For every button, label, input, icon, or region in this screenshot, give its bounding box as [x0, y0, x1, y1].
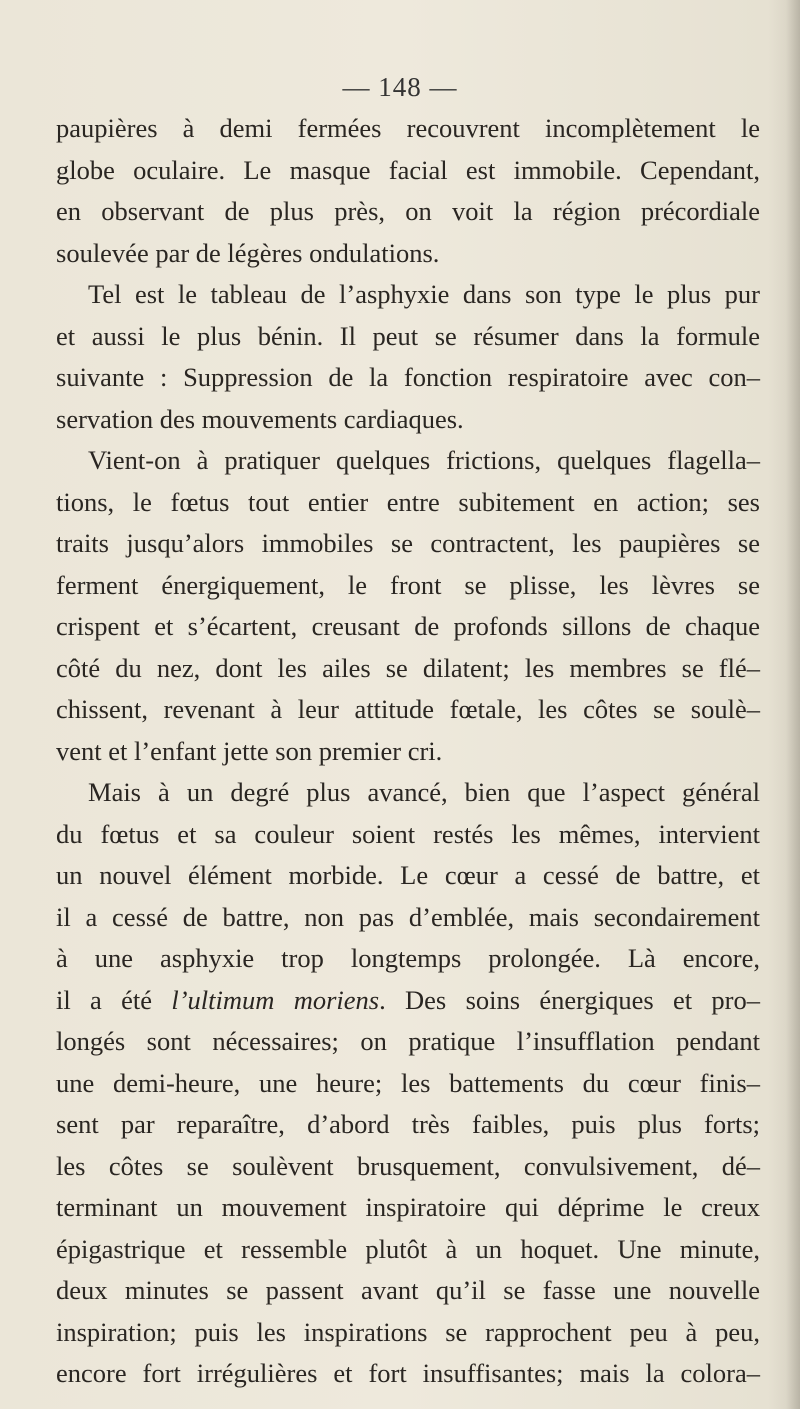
text-line: un nouvel élément morbide. Le cœur a cessé de battre, et: [56, 860, 760, 890]
text-line: soulevée par de légères ondulations.: [56, 237, 440, 268]
text-line: inspiration; puis les inspirations se rapprochent peu à peu,: [56, 1316, 760, 1347]
text-line: servation des mouvements cardiaques.: [56, 403, 464, 434]
paragraph-start-line: Mais à un degré plus avancé, bien que l’aspect général: [88, 777, 760, 807]
text-line: il a cessé de battre, non pas d’emblée, mais secondairement: [56, 901, 760, 932]
text-line: il a été l’ultimum moriens. Des soins énergiques et pro–: [56, 984, 761, 1015]
text-line: traits jusqu’alors immobiles se contractent, les paupières se: [56, 528, 760, 558]
text-line: épigastrique et ressemble plutôt à un hoquet. Une minute,: [56, 1233, 760, 1264]
text-line: en observant de plus près, on voit la région précordiale: [56, 196, 760, 226]
text-line: globe oculaire. Le masque facial est immobile. Cependant,: [56, 154, 760, 185]
italic-latin-phrase: l’ultimum moriens: [171, 984, 380, 1015]
paragraph-start-line: Vient-on à pratiquer quelques frictions, quelques flagella–: [88, 445, 760, 475]
body-text: [56, 108, 760, 1395]
page-number: — 148 —: [342, 72, 458, 102]
paragraph-start-line: Tel est le tableau de l’asphyxie dans son type le plus pur: [88, 279, 760, 309]
text-line: longés sont nécessaires; on pratique l’insufflation pendant: [56, 1026, 760, 1056]
text-line: côté du nez, dont les ailes se dilatent; les membres se flé–: [56, 652, 760, 683]
text-line: et aussi le plus bénin. Il peut se résumer dans la formule: [56, 320, 760, 351]
text-line: ferment énergiquement, le front se plisse, les lèvres se: [56, 569, 760, 600]
text-line: tions, le fœtus tout entier entre subitement en action; ses: [56, 486, 760, 517]
text-line: du fœtus et sa couleur soient restés les mêmes, intervient: [56, 818, 760, 849]
text-line: les côtes se soulèvent brusquement, convulsivement, dé–: [56, 1150, 760, 1181]
text-line: chissent, revenant à leur attitude fœtale, les côtes se soulè–: [56, 694, 760, 724]
text-line: encore fort irrégulières et fort insuffisantes; mais la colora–: [56, 1358, 760, 1388]
text-line: suivante : Suppression de la fonction respiratoire avec con–: [56, 362, 760, 392]
text-line: sent par reparaître, d’abord très faibles, puis plus forts;: [56, 1109, 760, 1139]
text-line: terminant un mouvement inspiratoire qui déprime le creux: [56, 1192, 760, 1222]
text-line: deux minutes se passent avant qu’il se fasse une nouvelle: [56, 1275, 760, 1305]
text-line: paupières à demi fermées recouvrent incomplètement le: [56, 113, 760, 143]
page-edge-shadow: [786, 0, 800, 1409]
text-line: une demi-heure, une heure; les battements du cœur finis–: [56, 1067, 760, 1098]
text-line: à une asphyxie trop longtemps prolongée. Là encore,: [56, 943, 760, 973]
text-line: crispent et s’écartent, creusant de profonds sillons de chaque: [56, 611, 760, 641]
text-line: vent et l’enfant jette son premier cri.: [56, 735, 443, 766]
